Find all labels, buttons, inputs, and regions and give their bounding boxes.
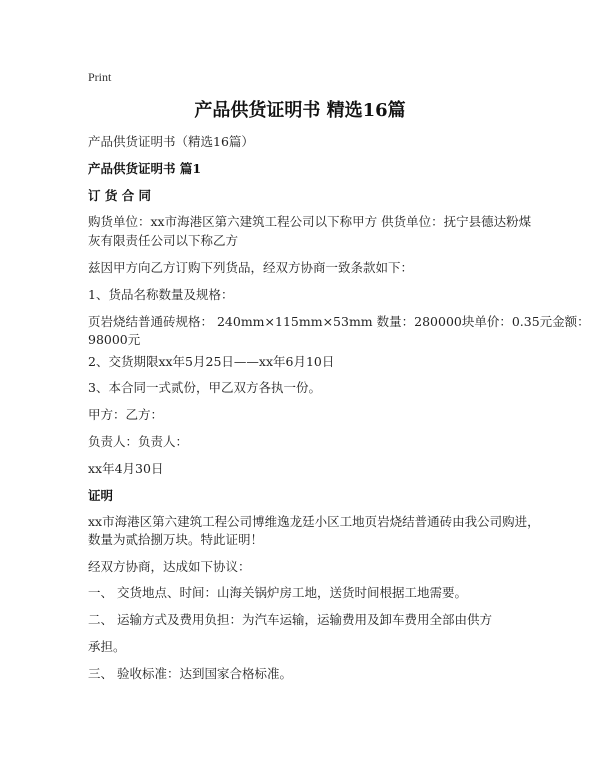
buyer-line-2: 灰有限责任公司以下称乙方 <box>88 233 239 248</box>
proof-heading: 证明 <box>88 488 114 503</box>
print-label: Print <box>88 70 112 84</box>
spec-line-2: 98000元 <box>88 332 141 347</box>
buyer-line-1: 购货单位：xx市海港区第六建筑工程公司以下称甲方 供货单位：抚宁县德达粉煤 <box>88 214 532 229</box>
item-2: 2、交货期限xx年5月25日——xx年6月10日 <box>88 354 335 369</box>
responsible-line: 负责人：负责人： <box>88 434 189 449</box>
agreement-intro: 兹因甲方向乙方订购下列货品，经双方协商一致条款如下： <box>88 260 414 275</box>
date-line: xx年4月30日 <box>88 461 164 476</box>
proof-line-2: 数量为贰拾捌万块。特此证明！ <box>88 532 264 547</box>
clause-2-continued: 承担。 <box>88 639 126 654</box>
party-line: 甲方：乙方： <box>88 407 164 422</box>
spec-line-1: 页岩烧结普通砖规格： 240mm×115mm×53mm 数量：280000块单价：0.35元金额： <box>88 314 590 329</box>
document-title: 产品供货证明书 精选16篇 <box>194 100 406 121</box>
negotiation-line: 经双方协商，达成如下协议： <box>88 559 251 574</box>
item-1: 1、货品名称数量及规格： <box>88 287 234 302</box>
clause-3: 三、 验收标准：达到国家合格标准。 <box>88 666 292 681</box>
contract-heading: 订 货 合 同 <box>88 188 152 203</box>
proof-line-1: xx市海港区第六建筑工程公司博维逸龙廷小区工地页岩烧结普通砖由我公司购进， <box>88 514 540 529</box>
document-subtitle: 产品供货证明书（精选16篇） <box>88 134 254 149</box>
section-title: 产品供货证明书 篇1 <box>88 161 202 176</box>
clause-1: 一、 交货地点、时间：山海关锅炉房工地，送货时间根据工地需要。 <box>88 585 467 600</box>
item-3: 3、本合同一式贰份，甲乙双方各执一份。 <box>88 380 321 395</box>
clause-2: 二、 运输方式及费用负担：为汽车运输，运输费用及卸车费用全部由供方 <box>88 612 492 627</box>
